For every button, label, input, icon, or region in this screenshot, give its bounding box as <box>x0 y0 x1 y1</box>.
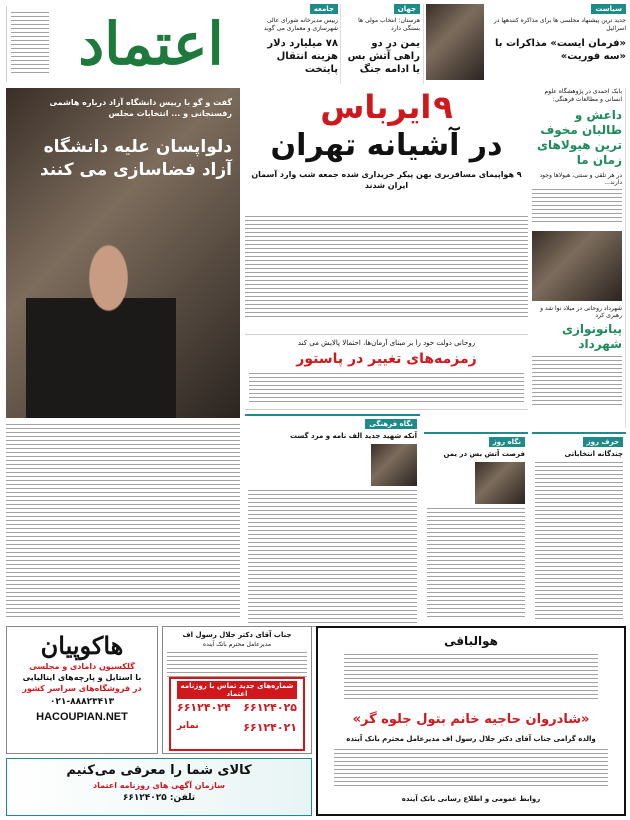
top-story-kicker: رییس مدیرخانه شورای عالی شهرسازی و معماری می گوید <box>263 17 338 32</box>
fax-phone: ۶۶۱۲۴۰۲۱ <box>243 721 297 734</box>
top-story-headline: یمن در دو راهی آتش بس یا ادامه جنگ <box>347 37 420 75</box>
photo-story-body <box>6 424 240 620</box>
ad-banner[interactable] <box>6 758 312 816</box>
masthead-info <box>6 6 54 82</box>
column-photo <box>475 462 525 504</box>
main-headline-bottom: در آشیانه تهران <box>270 128 503 163</box>
sidebar-caption: بابک احمدی در پژوهشگاه علوم انسانی و مطالعات فرهنگی: <box>544 88 622 103</box>
main-headline-number: ۹ <box>433 88 453 126</box>
top-story-headline: ۷۸ میلیارد دلار هزینه انتقال پایتخت <box>267 37 338 75</box>
ad-line2: با استایل و پارچه‌های ایتالیایی <box>22 673 142 682</box>
masthead <box>6 4 246 84</box>
photo-story-quote: گفت و گو با رییس دانشگاه آزاد درباره هاشمی رفسنجانی و ... انتخابات مجلس <box>49 98 232 118</box>
photo-story-headline[interactable]: دلواپسان علیه دانشگاه آزاد فضاسازی می کنند <box>40 137 232 180</box>
top-story-jahan[interactable]: جهان هرستان: انتخاب مولی ها بستگی دارد یمن در دو راهی آتش بس یا ادامه جنگ <box>340 4 424 84</box>
lead-story-headline: زمزمه‌های تغییر در پاستور <box>296 351 477 367</box>
subscribe-title: شماره‌های جدید تماس با روزنامه اعتماد <box>177 681 297 699</box>
lead-story-kicker: روحانی دولت خود را بر مبنای آرمان‌ها، احتمالا پالایش می کند <box>297 339 476 347</box>
photo-story[interactable] <box>6 88 240 418</box>
subscribe-phone-2: ۶۶۱۲۴۰۲۴ <box>177 701 231 714</box>
column-title: آنکه شهید جدید الف نامه و مرد گست <box>289 432 417 440</box>
column-title: فرصت آتش بس در یمن <box>443 450 525 458</box>
fax-label: نمابر <box>177 721 199 731</box>
ad-phone: ۰۲۱-۸۸۸۲۳۴۱۳ <box>49 697 115 707</box>
top-story-headline: «فرمان ایست» مذاکرات با «سه فوریت» <box>495 37 626 63</box>
sidebar-headline-2[interactable]: پیانونوازی شهرداد <box>562 321 622 351</box>
sidebar-photo <box>532 231 622 301</box>
main-headline-red: ایرباس <box>320 88 432 126</box>
column-title: چندگانه انتخاباتی <box>564 450 623 458</box>
masthead-logo: اعتماد <box>78 10 224 78</box>
sidebar-headline[interactable]: داعش و طالبان مخوف ترین هیولاهای زمان ما <box>537 107 622 167</box>
lead-story[interactable] <box>245 334 528 410</box>
sidebar-text: در هر تلقی و سنتی، هیولاها وجود دارند... <box>539 171 622 186</box>
subscribe-box <box>169 677 305 751</box>
top-story-siasat[interactable]: سیاست جدید ترین پیشنهاد مجلسی ها برای مذاکره کنندهها در اسرائیل «فرمان ایست» مذاکرات با «سه فوریت» <box>426 4 626 84</box>
ad-condolence[interactable] <box>162 626 312 754</box>
main-story[interactable] <box>245 88 528 328</box>
subscribe-phone-1: ۶۶۱۲۴۰۲۵ <box>243 701 297 714</box>
obit-title: هوالباقی <box>444 634 498 648</box>
sidebar <box>532 88 626 428</box>
ad-brand: هاکوپیان <box>40 631 124 660</box>
column-farhangi[interactable]: نگاه فرهنگی آنکه شهید جدید الف نامه و مرد گست <box>245 414 420 624</box>
obit-footer: روابط عمومی و اطلاع رسانی بانک آینده <box>401 795 541 803</box>
sidebar-caption-2: شهرداد روحانی در میلاد نوا شد و رهبری کرد <box>540 304 622 319</box>
main-headline-top <box>245 88 528 126</box>
obit-text: والده گرامی جناب آقای دکتر جلال رسول اف مدیرعامل محترم بانک آینده <box>346 735 596 743</box>
obit-name: «شادروان حاجیه خانم بتول جلوه گر» <box>352 712 590 727</box>
ad-line1: گلکسیون دامادی و مجلسی <box>29 662 135 671</box>
condolence-title: جناب آقای دکتر جلال رسول اف <box>182 631 292 639</box>
ad-obituary[interactable] <box>316 626 626 816</box>
ad-line3: در فروشگاه‌های سراسر کشور <box>22 684 142 693</box>
banner-sub: سازمان آگهی های روزنامه اعتماد <box>93 781 225 790</box>
top-story-photo <box>426 4 484 80</box>
ad-hacoupian[interactable] <box>6 626 158 754</box>
top-story-jamee[interactable]: جامعه رییس مدیرخانه شورای عالی شهرسازی و معماری می گوید ۷۸ میلیارد دلار هزینه انتقال پایتخت <box>250 4 338 84</box>
column-negah[interactable]: نگاه روز فرصت آتش بس در یمن <box>424 432 528 624</box>
column-harf[interactable]: حرف روز چندگانه انتخاباتی <box>532 432 626 624</box>
top-story-kicker: جدید ترین پیشنهاد مجلسی ها برای مذاکره کنندهها در اسرائیل <box>493 17 626 32</box>
main-subhead: ۹ هواپیمای مسافربری بهن پیکر خریداری شده جمعه شب وارد آسمان ایران شدند <box>251 170 522 191</box>
column-photo <box>371 444 417 486</box>
top-story-kicker: هرستان: انتخاب مولی ها بستگی دارد <box>358 17 420 32</box>
banner-phone: تلفن: ۶۶۱۲۴۰۲۵ <box>122 793 196 803</box>
banner-headline: کالای شما را معرفی می‌کنیم <box>66 763 252 778</box>
condolence-sub: مدیرعامل محترم بانک آینده <box>202 641 272 648</box>
ad-url[interactable]: HACOUPIAN.NET <box>36 711 128 723</box>
